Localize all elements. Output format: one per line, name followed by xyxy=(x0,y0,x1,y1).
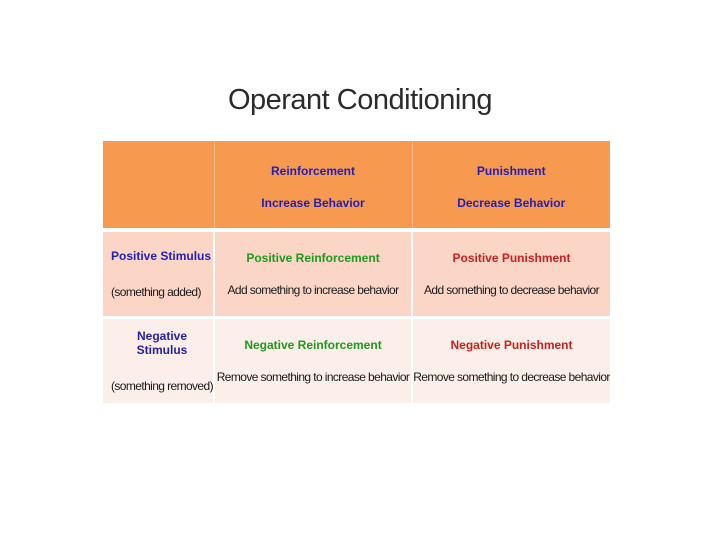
positive-stimulus-note: (something added) xyxy=(111,285,201,299)
positive-reinforcement-desc: Add something to increase behavior xyxy=(227,283,399,297)
negative-reinforcement-label: Negative Reinforcement xyxy=(244,338,382,352)
operant-conditioning-table xyxy=(103,141,610,403)
row-stimulus-cell xyxy=(103,230,214,318)
header-reinforcement-label: Reinforcement xyxy=(270,163,356,178)
positive-reinforcement-label: Positive Reinforcement xyxy=(246,251,380,265)
row-stimulus-cell xyxy=(103,318,214,404)
negative-punishment-label: Negative Punishment xyxy=(450,338,573,352)
positive-reinforcement-cell xyxy=(214,230,412,318)
positive-stimulus-label: Positive Stimulus xyxy=(111,249,212,263)
negative-punishment-desc: Remove something to decrease behavior xyxy=(413,370,610,384)
table-row xyxy=(103,318,610,404)
positive-punishment-label: Positive Punishment xyxy=(452,251,571,265)
header-reinforcement-sub: Increase Behavior xyxy=(261,195,365,210)
table-header-row xyxy=(103,141,610,230)
header-punishment-cell xyxy=(412,141,610,230)
page-title: Operant Conditioning xyxy=(227,84,493,116)
table-row xyxy=(103,230,610,318)
header-punishment-sub: Decrease Behavior xyxy=(457,195,566,210)
negative-reinforcement-cell xyxy=(214,318,412,404)
negative-reinforcement-desc: Remove something to increase behavior xyxy=(216,370,410,384)
header-reinforcement-cell xyxy=(214,141,412,230)
negative-punishment-cell xyxy=(412,318,610,404)
header-punishment-label: Punishment xyxy=(476,163,546,178)
positive-punishment-desc: Add something to decrease behavior xyxy=(423,283,600,297)
negative-stimulus-label: Negative Stimulus xyxy=(136,329,188,357)
header-corner-cell xyxy=(103,141,214,230)
positive-punishment-cell xyxy=(412,230,610,318)
negative-stimulus-note: (something removed) xyxy=(111,379,213,393)
